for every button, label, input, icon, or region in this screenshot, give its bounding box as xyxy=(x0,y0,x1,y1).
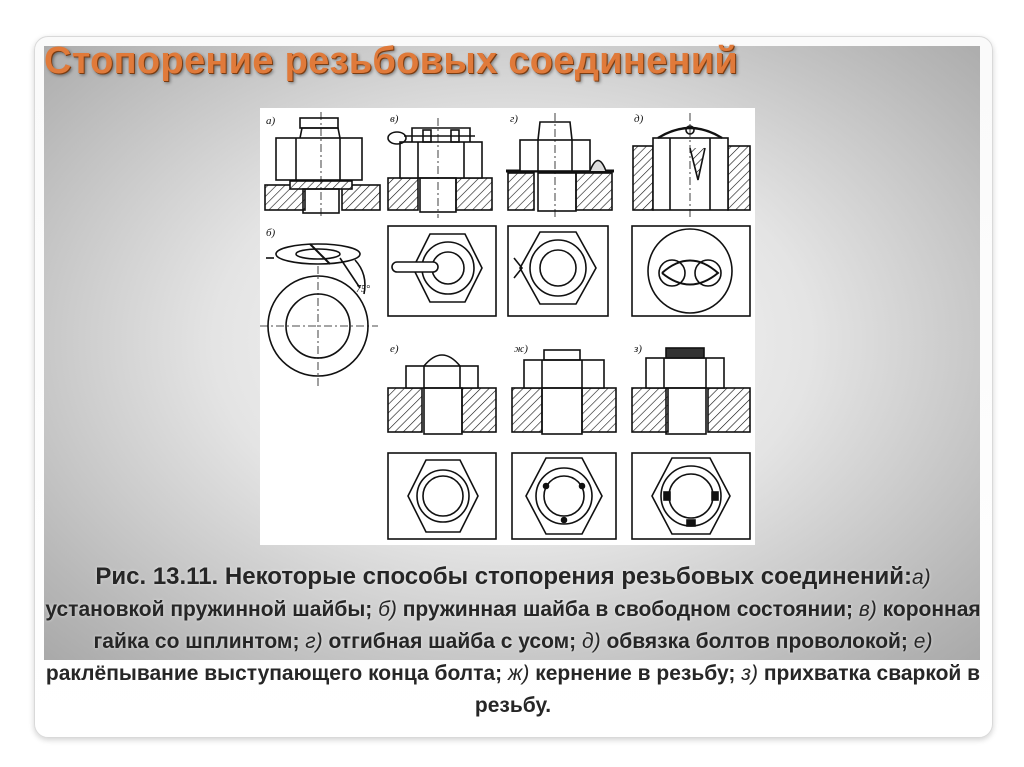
caption-text-g: отгибная шайба с усом; xyxy=(322,630,582,653)
slide-title: Стопорение резьбовых соединений xyxy=(44,40,739,82)
panel-b-drawing xyxy=(260,244,378,386)
panel-v-top-view xyxy=(388,226,496,316)
panel-e-top-view xyxy=(388,453,496,539)
caption-lead: Рис. 13.11. Некоторые способы стопорения резьбовых соединений: xyxy=(95,563,912,590)
panel-e-drawing xyxy=(388,355,496,434)
panel-z-top-view xyxy=(632,453,750,539)
caption-letter-zh: ж) xyxy=(507,662,530,685)
panel-d-drawing xyxy=(633,113,750,218)
caption-text-b: пружинная шайба в свободном состоянии; xyxy=(396,598,859,621)
caption-text-v: коронная гайка со шплинтом; xyxy=(93,598,981,653)
angle-label: 75° xyxy=(356,284,370,295)
caption-text-d: обвязка болтов проволокой; xyxy=(600,630,914,653)
caption-text-e: раклёпывание выступающего конца болта; xyxy=(45,662,508,685)
panel-a-drawing xyxy=(265,112,380,218)
panel-v-drawing xyxy=(388,118,492,218)
panel-zh-top-view xyxy=(512,453,616,539)
caption-letter-v: в) xyxy=(858,598,877,621)
label-a: а) xyxy=(266,115,276,127)
caption-letter-z: з) xyxy=(741,662,758,685)
panel-d-top-view xyxy=(632,226,750,316)
caption-letter-d: д) xyxy=(582,630,601,653)
caption-letter-a: а) xyxy=(911,566,931,589)
caption-text-z: прихватка сваркой в резьбу. xyxy=(474,662,981,717)
label-d: д) xyxy=(634,113,644,125)
caption-text-zh: кернение в резьбу; xyxy=(529,662,742,685)
caption-text-a: установкой пружинной шайбы; xyxy=(45,598,379,621)
label-e: е) xyxy=(390,343,399,355)
panel-g-top-view xyxy=(508,226,608,316)
panel-z-drawing xyxy=(632,348,750,434)
label-z: з) xyxy=(634,343,642,355)
panel-g-drawing xyxy=(506,113,614,218)
label-v: в) xyxy=(390,113,399,125)
label-b: б) xyxy=(266,227,276,239)
caption-letter-b: б) xyxy=(378,598,397,621)
caption-letter-g: г) xyxy=(305,630,323,653)
caption-letter-e: е) xyxy=(913,630,933,653)
label-g: г) xyxy=(510,113,518,125)
technical-figure xyxy=(260,108,755,545)
label-zh: ж) xyxy=(514,343,528,355)
panel-zh-drawing xyxy=(512,350,616,434)
figure-caption xyxy=(40,562,986,723)
